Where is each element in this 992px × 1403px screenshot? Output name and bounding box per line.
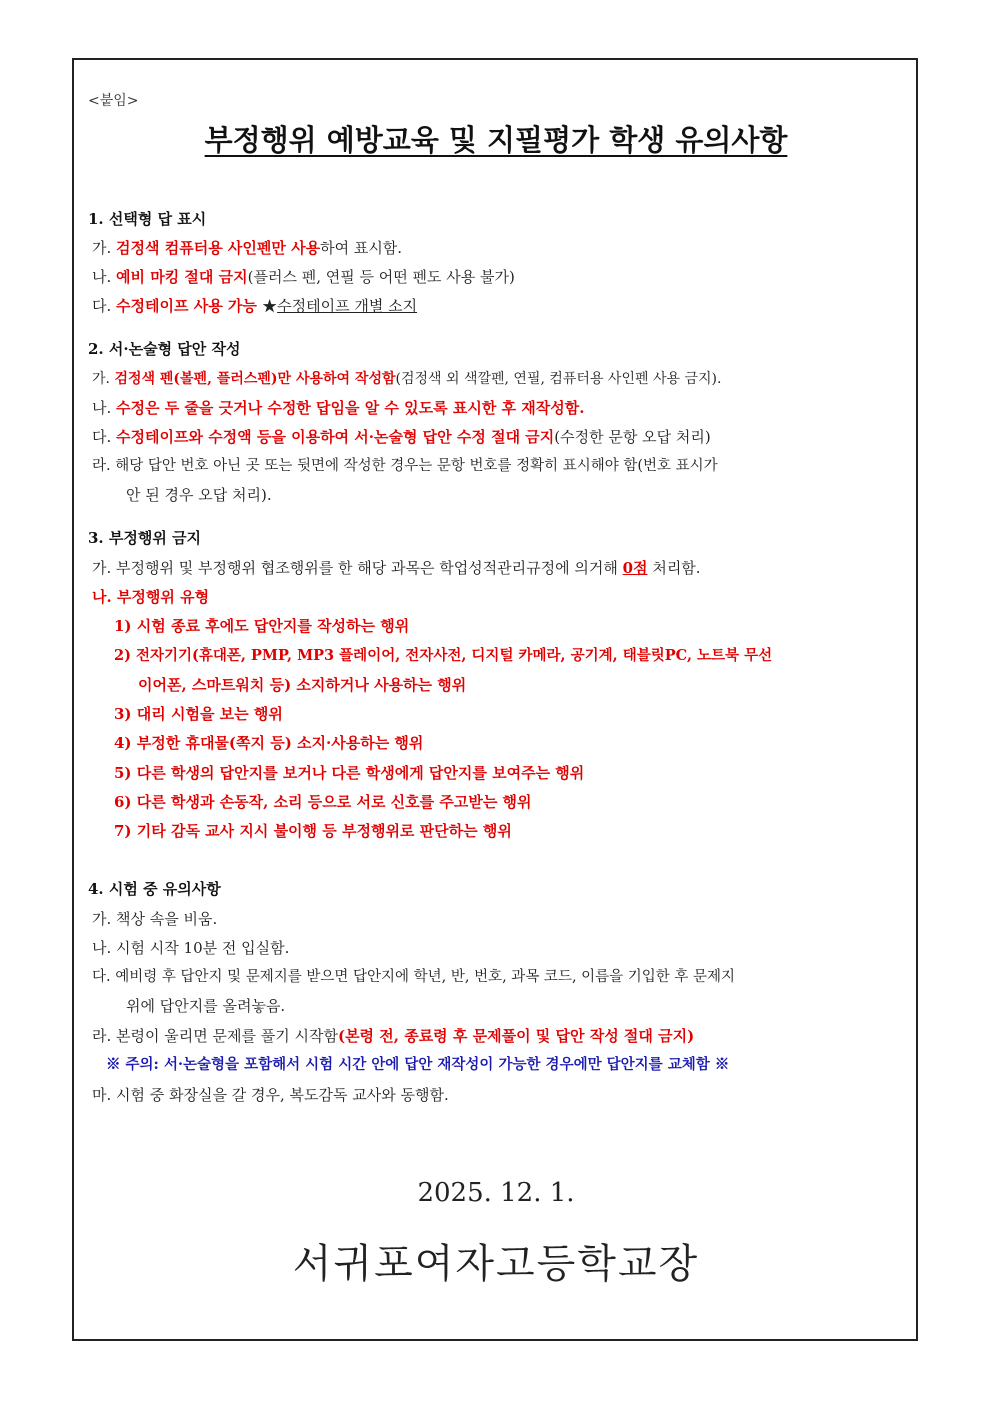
violation-item-2-cont: 이어폰, 스마트워치 등) 소지하거나 사용하는 행위 [138,676,467,694]
attachment-label: <붙임> [88,93,139,109]
document-title: 부정행위 예방교육 및 지필평가 학생 유의사항 [204,123,788,157]
section-4-item-e: 마. 시험 중 화장실을 갈 경우, 복도감독 교사와 동행함. [92,1086,449,1104]
section-2-item-a: 가. 검정색 펜(볼펜, 플러스펜)만 사용하여 작성함(검정색 외 색깔펜, 연필, 컴퓨터용 사인펜 사용 금지). [92,371,722,387]
section-4-heading: 4. 시험 중 유의사항 [88,880,221,898]
star-icon: ★ [262,297,278,315]
violation-item-7: 7) 기타 감독 교사 지시 불이행 등 부정행위로 판단하는 행위 [114,822,512,840]
section-4-item-c-cont: 위에 답안지를 올려놓음. [126,997,286,1015]
section-1-heading: 1. 선택형 답 표시 [88,210,207,228]
section-2-item-c: 다. 수정테이프와 수정액 등을 이용하여 서·논술형 답안 수정 절대 금지(수정한 문항 오답 처리) [92,428,711,446]
section-1-item-b: 나. 예비 마킹 절대 금지(플러스 펜, 연필 등 어떤 펜도 사용 불가) [92,268,515,286]
section-3-item-b: 나. 부정행위 유형 [92,588,210,606]
violation-item-5: 5) 다른 학생의 답안지를 보거나 다른 학생에게 답안지를 보여주는 행위 [114,764,585,782]
section-3-heading: 3. 부정행위 금지 [88,529,202,547]
violation-item-4: 4) 부정한 휴대물(쪽지 등) 소지·사용하는 행위 [114,734,424,752]
violation-item-6: 6) 다른 학생과 손동작, 소리 등으로 서로 신호를 주고받는 행위 [114,793,532,811]
section-4-item-c: 다. 예비령 후 답안지 및 문제지를 받으면 답안지에 학년, 반, 번호, 과목 코드, 이름을 기입한 후 문제지 [92,969,736,985]
section-2-item-d-cont: 안 된 경우 오답 처리). [126,486,272,504]
document-date: 2025. 12. 1. [417,1178,575,1208]
section-2-item-b: 나. 수정은 두 줄을 긋거나 수정한 답임을 알 수 있도록 표시한 후 재작성함. [92,399,585,417]
violation-item-2: 2) 전자기기(휴대폰, PMP, MP3 플레이어, 전자사전, 디지털 카메라, 공기계, 태블릿PC, 노트북 무선 [114,647,773,664]
section-4-item-b: 나. 시험 시작 10분 전 입실함. [92,939,290,957]
section-4-item-d: 라. 본령이 울리면 문제를 풀기 시작함(본령 전, 종료령 후 문제풀이 및 답안 작성 절대 금지) [92,1027,695,1045]
caution-note: ※ 주의: 서·논술형을 포함해서 시험 시간 안에 답안 재작성이 가능한 경우에만 답안지를 교체함 ※ [106,1056,730,1073]
school-principal-name: 서귀포여자고등학교장 [292,1241,700,1287]
section-3-item-a: 가. 부정행위 및 부정행위 협조행위를 한 해당 과목은 학업성적관리규정에 의거해 0점 처리함. [92,559,701,577]
section-2-heading: 2. 서·논술형 답안 작성 [88,340,241,358]
violation-item-3: 3) 대리 시험을 보는 행위 [114,705,283,723]
section-2-item-d: 라. 해당 답안 번호 아닌 곳 또는 뒷면에 작성한 경우는 문항 번호를 정확히 표시해야 함(번호 표시가 [92,458,718,474]
section-1-item-c: 다. 수정테이프 사용 가능 ★수정테이프 개별 소지 [92,297,418,315]
violation-item-1: 1) 시험 종료 후에도 답안지를 작성하는 행위 [114,617,410,635]
section-4-item-a: 가. 책상 속을 비움. [92,910,218,928]
section-1-item-a: 가. 검정색 컴퓨터용 사인펜만 사용하여 표시함. [92,239,403,257]
